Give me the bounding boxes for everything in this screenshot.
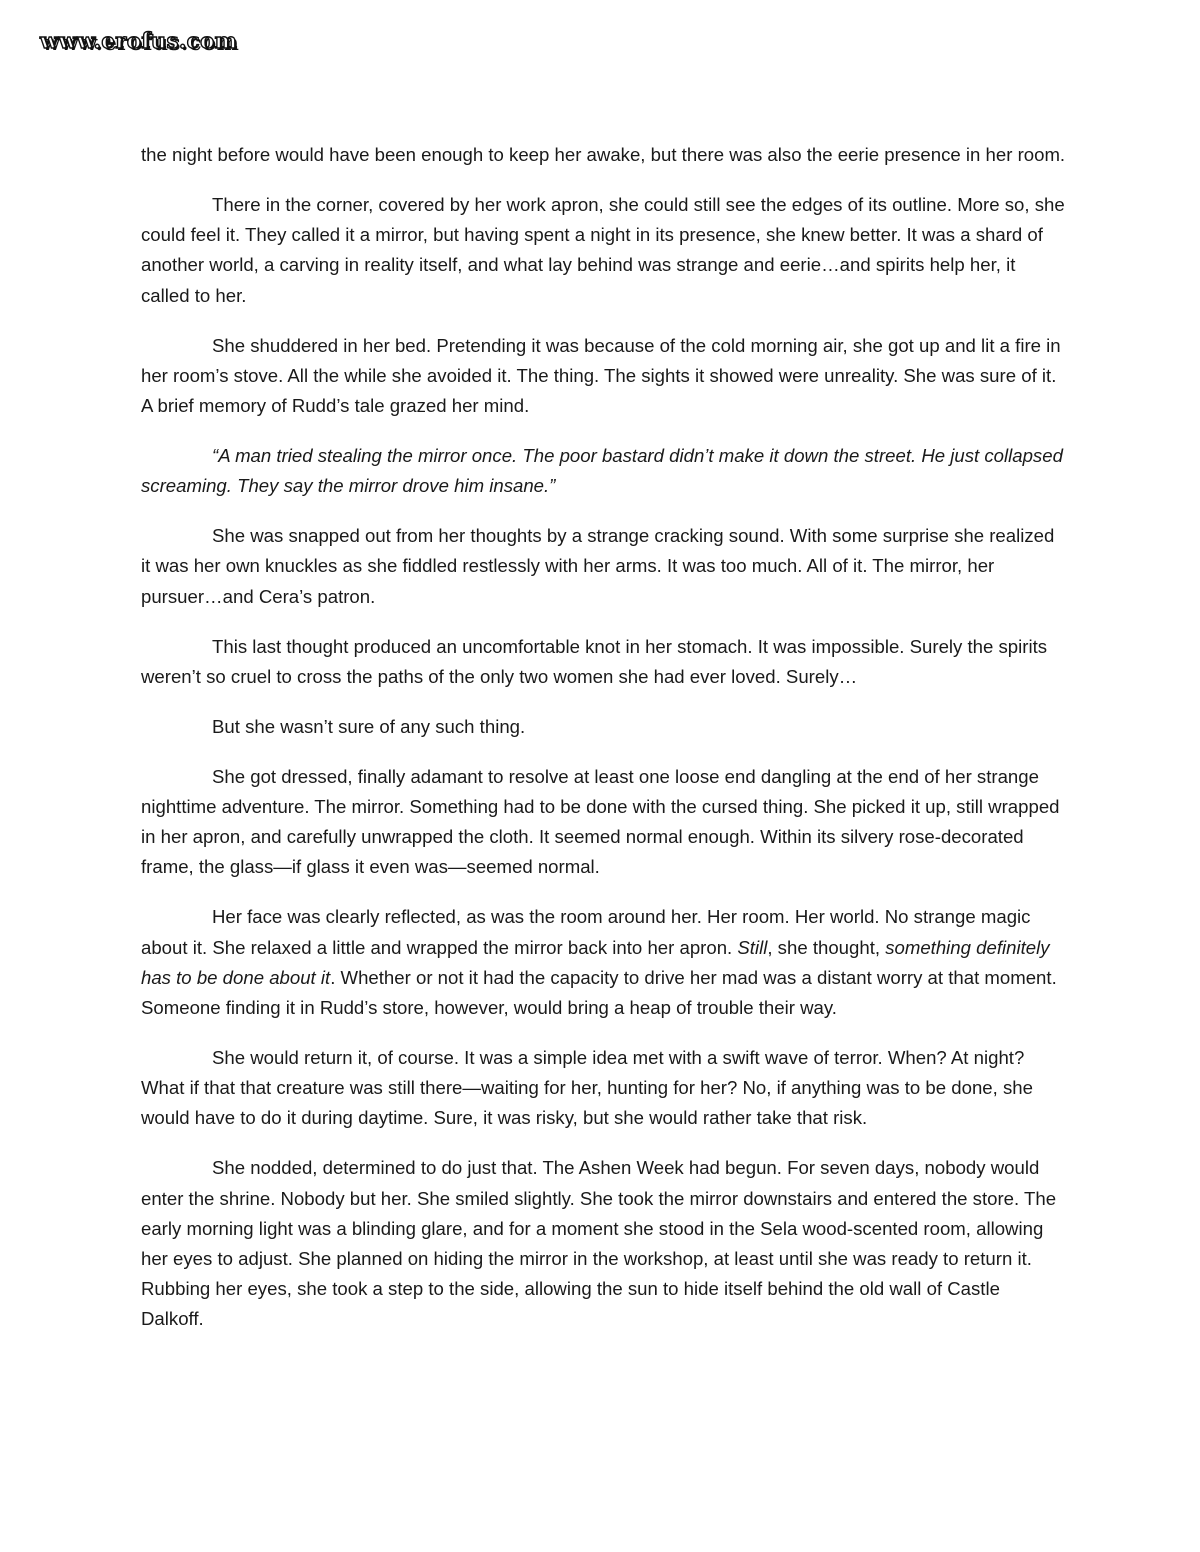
text-run: Her face was clearly reflected, as was the room around her. Her room. Her world. No strange magic about it. She relaxed a little and wrapped the mirror back into her apron.: [141, 906, 1031, 958]
paragraph: She would return it, of course. It was a simple idea met with a swift wave of terror. When? At night? What if that that creature was still there—waiting for her, hunting for her? No, if anything was to be done, she would have to do it during daytime. Sure, it was risky, but she would rather take that risk.: [141, 1047, 1033, 1129]
paragraph: She got dressed, finally adamant to resolve at least one loose end dangling at the end of her strange nighttime adventure. The mirror. Something had to be done with the cursed thing. She picked it up, still wrapped in her apron, and carefully unwrapped the cloth. It seemed normal enough. Within its silvery rose-decorated frame, the glass—if glass it even was—seemed normal.: [141, 765, 1060, 878]
text-run: . Whether or not it had the capacity to drive her mad was a distant worry at that moment. Someone finding it in Rudd’s store, however, would bring a heap of trouble their way.: [141, 966, 1057, 1019]
paragraph: She nodded, determined to do just that. The Ashen Week had begun. For seven days, nobody would enter the shrine. Nobody but her. She smiled slightly. She took the mirror downstairs and entered the store. The early morning light was a blinding glare, and for a moment she stood in the Sela wood-scented room, allowing her eyes to adjust. She planned on hiding the mirror in the workshop, at least until she was ready to return it. Rubbing her eyes, she took a step to the side, allowing the sun to hide itself behind the old wall of Castle Dalkoff.: [141, 1157, 1057, 1330]
paragraph: She was snapped out from her thoughts by a strange cracking sound. With some surprise she realized it was her own knuckles as she fiddled restlessly with her arms. It was too much. All of it. The mirror, her pursuer…and Cera’s patron.: [141, 525, 1055, 607]
document-page: [141, 140, 1066, 1354]
site-watermark: www.erofus.com: [40, 28, 238, 53]
paragraph: the night before would have been enough to keep her awake, but there was also the eerie presence in her room.: [141, 144, 1066, 165]
italic-run: something definitely has to be done about it: [141, 936, 1050, 988]
text-run: , she thought,: [767, 936, 886, 958]
paragraph: This last thought produced an uncomfortable knot in her stomach. It was impossible. Surely the spirits weren’t so cruel to cross the paths of the only two women she had ever loved. Surely…: [141, 635, 1048, 687]
paragraph-mixed: [141, 902, 1066, 1023]
paragraph: There in the corner, covered by her work apron, she could still see the edges of its outline. More so, she could feel it. They called it a mirror, but having spent a night in its presence, she knew better. It was a shard of another world, a carving in reality itself, and what lay behind was strange and eerie…and spirits help her, it called to her.: [141, 194, 1065, 306]
quoted-paragraph: “A man tried stealing the mirror once. The poor bastard didn’t make it down the street. He just collapsed screaming. They say the mirror drove him insane.”: [141, 445, 1063, 497]
paragraph: She shuddered in her bed. Pretending it was because of the cold morning air, she got up and lit a fire in her room’s stove. All the while she avoided it. The thing. The sights it showed were unreality. She was sure of it. A brief memory of Rudd’s tale grazed her mind.: [141, 334, 1061, 417]
paragraph: But she wasn’t sure of any such thing.: [212, 715, 526, 737]
italic-run: Still: [737, 936, 768, 958]
